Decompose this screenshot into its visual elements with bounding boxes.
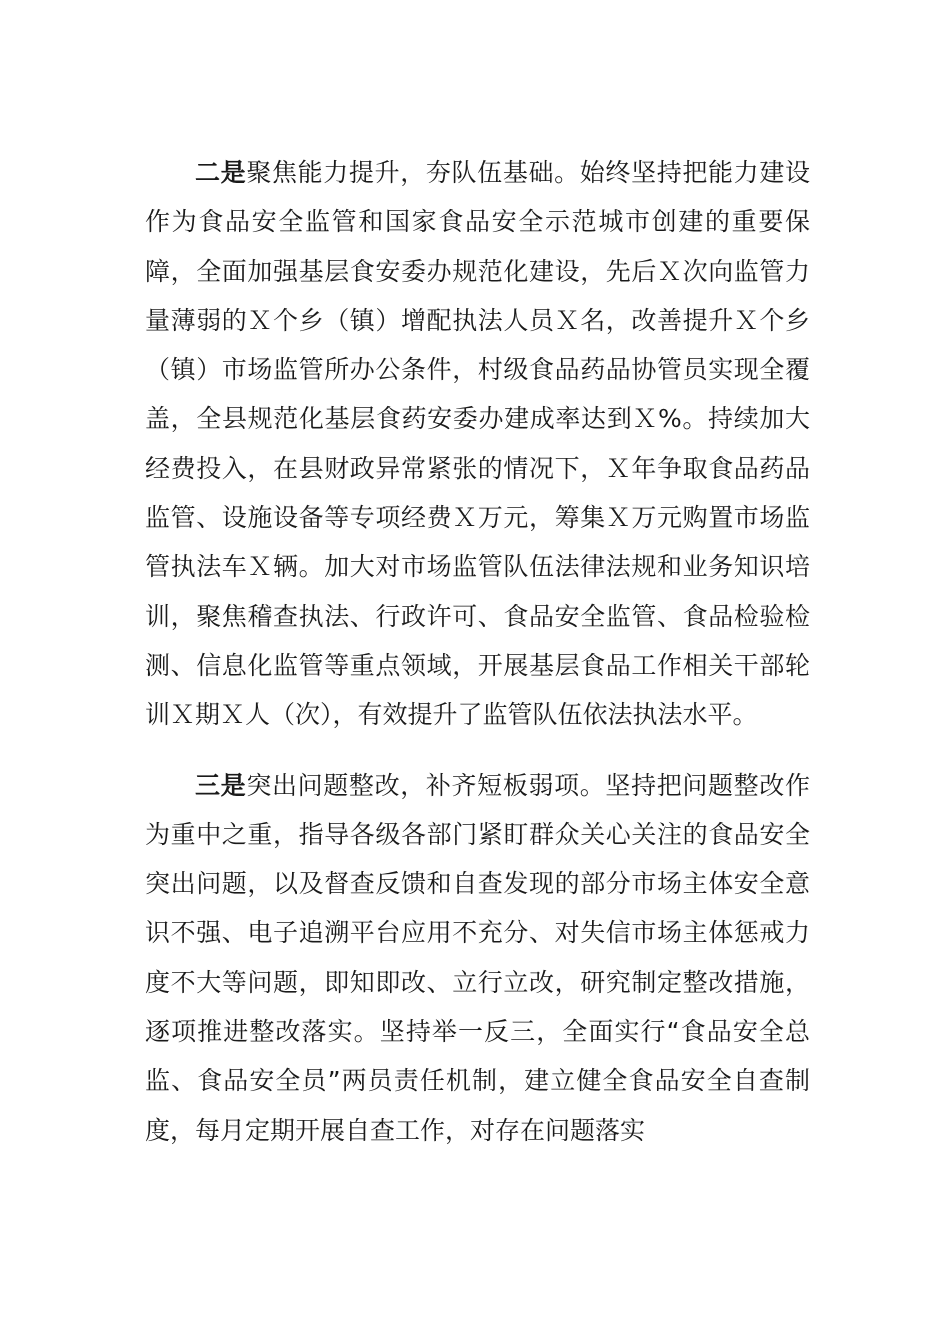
paragraph-two-text: 聚焦能力提升，夯队伍基础。始终坚持把能力建设作为食品安全监管和国家食品安全示范城市创建的重要保障，全面加强基层食安委办规范化建设，先后Ｘ次向监管力量薄弱的Ｘ个乡（镇）增配执法人员Ｘ名，改善提升Ｘ个乡（镇）市场监管所办公条件，村级食品药品协管员实现全覆盖，全县规范化基层食药安委办建成率达到Ｘ%。持续加大经费投入，在县财政异常紧张的情况下，Ｘ年争取食品药品监管、设施设备等专项经费Ｘ万元，筹集Ｘ万元购置市场监管执法车Ｘ辆。加大对市场监管队伍法律法规和业务知识培训，聚焦稽查执法、行政许可、食品安全监管、食品检验检测、信息化监管等重点领域，开展基层食品工作相关干部轮训Ｘ期Ｘ人（次），有效提升了监管队伍依法执法水平。 <box>145 158 810 730</box>
document-body <box>145 148 810 1155</box>
paragraph-two-lead: 二是 <box>195 158 247 187</box>
paragraph-three <box>145 761 810 1155</box>
paragraph-three-lead: 三是 <box>195 770 247 800</box>
paragraph-three-text: 突出问题整改，补齐短板弱项。坚持把问题整改作为重中之重，指导各级各部门紧盯群众关心关注的食品安全突出问题，以及督查反馈和自查发现的部分市场主体安全意识不强、电子追溯平台应用不充分、对失信市场主体惩戒力度不大等问题，即知即改、立行立改，研究制定整改措施，逐项推进整改落实。坚持举一反三，全面实行“食品安全总监、食品安全员”两员责任机制，建立健全食品安全自查制度，每月定期开展自查工作，对存在问题落实 <box>145 770 810 1145</box>
paragraph-two <box>145 148 810 740</box>
